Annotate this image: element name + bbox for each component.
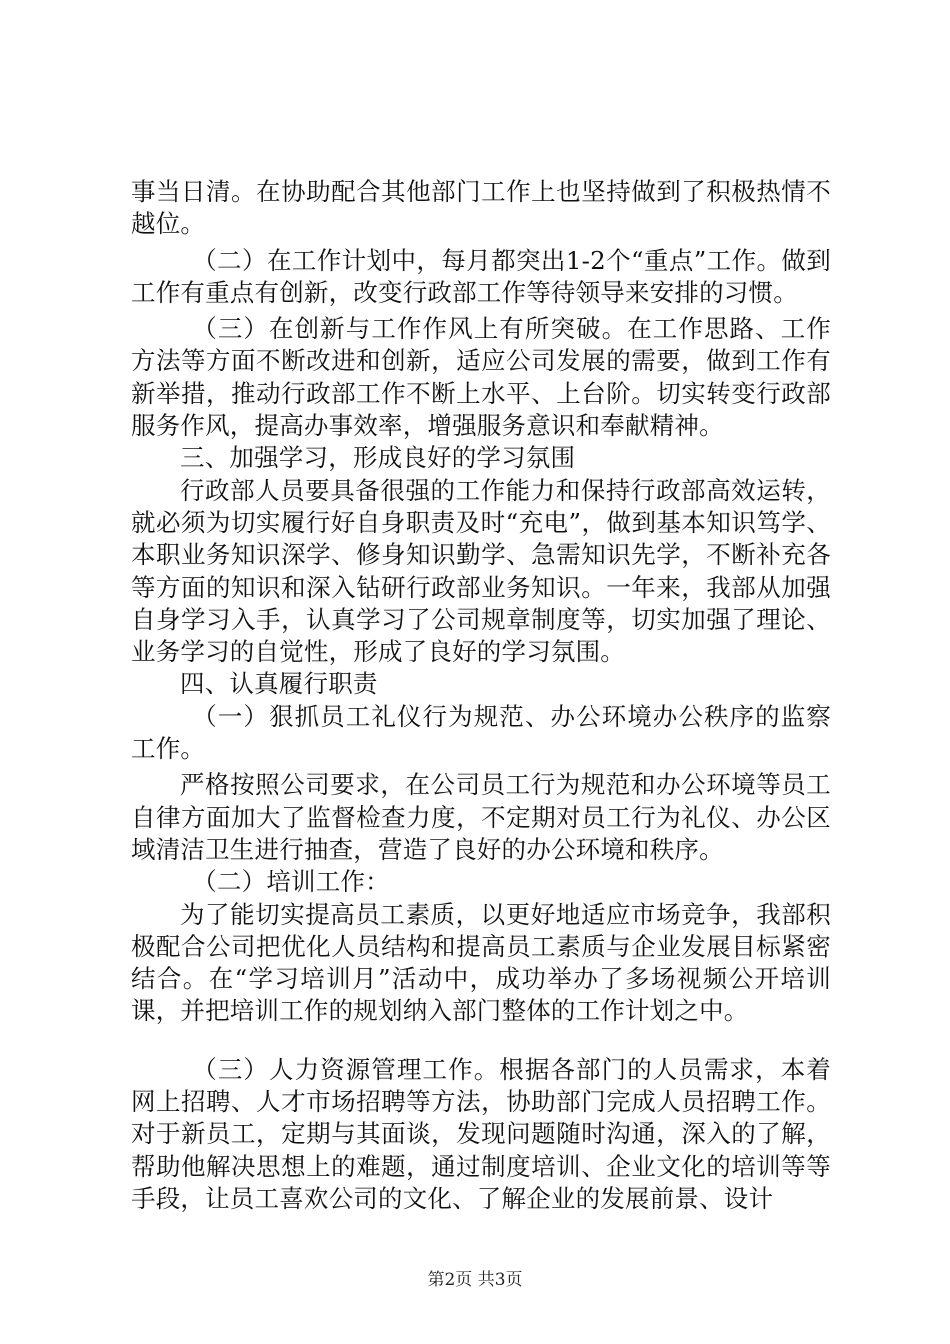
paragraph-item-4-1-body: 严格按照公司要求，在公司员工行为规范和办公环境等员工自律方面加大了监督检查力度，不定期对员工行为礼仪、办公区域清洁卫生进行抽查，营造了良好的办公环境和秩序。 <box>131 770 831 864</box>
section-heading-3: 三、加强学习，形成良好的学习氛围 <box>180 443 576 473</box>
page-number-footer: 第2页 共3页 <box>427 1270 523 1290</box>
paragraph-item-2-3: （三）在创新与工作作风上有所突破。在工作思路、工作方法等方面不断改进和创新，适应公司发展的需要，做到工作有新举措，推动行政部工作不断上水平、上台阶。切实转变行政部服务作风，提高办事效率，增强服务意识和奉献精神。 <box>131 314 831 441</box>
paragraph-item-4-2: （二）培训工作： <box>192 867 390 897</box>
paragraph-item-4-2-body: 为了能切实提高员工素质，以更好地适应市场竞争，我部积极配合公司把优化人员结构和提高员工素质与企业发展目标紧密结合。在“学习培训月”活动中，成功举办了多场视频公开培训课，并把培训工作的规划纳入部门整体的工作计划之中。 <box>131 899 831 1026</box>
section-heading-4: 四、认真履行职责 <box>180 669 378 699</box>
document-body <box>131 176 831 1215</box>
paragraph-item-4-1: （一）狠抓员工礼仪行为规范、办公环境办公秩序的监察工作。 <box>131 701 831 764</box>
paragraph-item-2-2: （二）在工作计划中，每月都突出1-2个“重点”工作。做到工作有重点有创新，改变行政部工作等待领导来安排的习惯。 <box>131 245 831 307</box>
paragraph-item-4-3: （三）人力资源管理工作。根据各部门的人员需求，本着网上招聘、人才市场招聘等方法，协助部门完成人员招聘工作。对于新员工，定期与其面谈，发现问题随时沟通，深入的了解，帮助他解决思想上的难题，通过制度培训、企业文化的培训等等手段，让员工喜欢公司的文化、了解企业的发展前景、设计 <box>131 1054 831 1213</box>
paragraph-section-3: 行政部人员要具备很强的工作能力和保持行政部高效运转，就必须为切实履行好自身职责及时“充电”，做到基本知识笃学、本职业务知识深学、修身知识勤学、急需知识先学，不断补充各等方面的知识和深入钻研行政部业务知识。一年来，我部从加强自身学习入手，认真学习了公司规章制度等，切实加强了理论、业务学习的自觉性，形成了良好的学习氛围。 <box>131 475 831 667</box>
paragraph-continuation: 事当日清。在协助配合其他部门工作上也坚持做到了积极热情不越位。 <box>131 177 831 239</box>
